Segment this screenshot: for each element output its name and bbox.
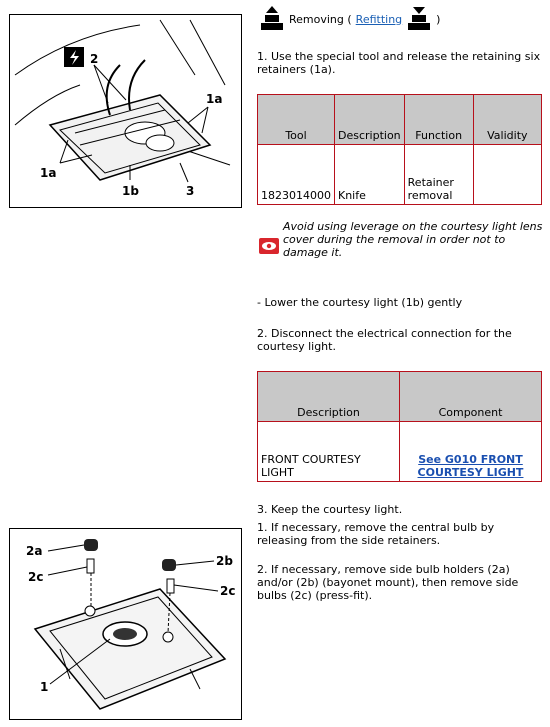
label-2c-right: 2c [220, 584, 236, 598]
close-paren: ) [436, 12, 441, 26]
component-table [257, 371, 542, 482]
bulb-illustration [10, 529, 241, 719]
component-link[interactable]: See G010 FRONT COURTESY LIGHT [417, 453, 524, 479]
label-1b: 1b [122, 184, 139, 198]
tool-table [257, 94, 542, 205]
removing-label: Removing ( [289, 12, 352, 26]
th-function: Function [404, 95, 473, 145]
refitting-link[interactable]: Refitting [355, 12, 403, 26]
label-2: 2 [90, 52, 99, 66]
step-2-text: 2. Disconnect the electrical connection for the courtesy light. [257, 327, 512, 353]
th-component: Component [400, 372, 542, 422]
step-3-text: 3. Keep the courtesy light. [257, 503, 403, 516]
label-1a-left: 1a [40, 166, 57, 180]
label-2a: 2a [26, 544, 43, 558]
removal-illustration [10, 15, 241, 207]
label-3: 3 [186, 184, 195, 198]
cell-function: Retainer removal [404, 145, 473, 205]
removing-icon [259, 6, 285, 32]
cell-comp-description: FRONT COURTESY LIGHT [258, 422, 400, 482]
step-1-text: 1. Use the special tool and release the retaining six retainers (1a). [257, 50, 541, 76]
cell-validity [473, 145, 541, 205]
warning-eye-icon [259, 238, 279, 254]
courtesy-light-removal-figure [9, 14, 242, 208]
refitting-icon [406, 6, 432, 32]
bulb-removal-figure [9, 528, 242, 720]
th-comp-description: Description [258, 372, 400, 422]
cell-description: Knife [335, 145, 405, 205]
warning-text: Avoid using leverage on the courtesy light lens cover during the removal in order not to damage it. [283, 220, 543, 259]
label-1: 1 [40, 680, 49, 694]
lower-instruction: - Lower the courtesy light (1b) gently [257, 296, 463, 309]
label-2c-left: 2c [28, 570, 44, 584]
label-1a-right: 1a [206, 92, 223, 106]
th-tool: Tool [258, 95, 335, 145]
bulb-step-1: 1. If necessary, remove the central bulb by releasing from the side retainers. [257, 521, 495, 547]
label-2b: 2b [216, 554, 233, 568]
bulb-step-2: 2. If necessary, remove side bulb holders (2a) and/or (2b) (bayonet mount), then remove side bulbs (2c) (press-fit). [257, 563, 519, 602]
nav-header [259, 4, 440, 34]
th-description: Description [335, 95, 405, 145]
cell-tool-code: 1823014000 [258, 145, 335, 205]
th-validity: Validity [473, 95, 541, 145]
